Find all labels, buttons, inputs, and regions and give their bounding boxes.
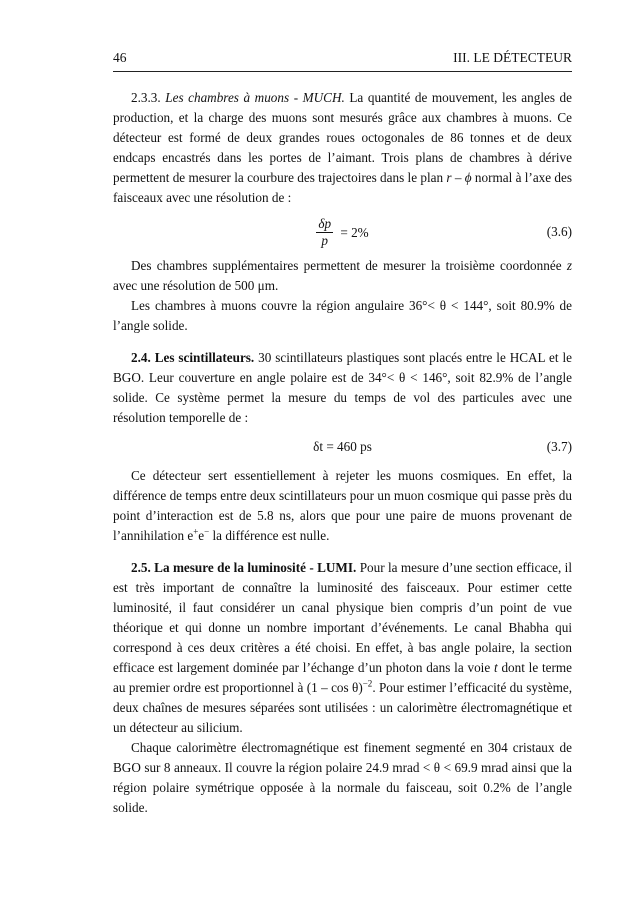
section-number: 2.5. [131, 560, 151, 575]
paragraph: Chaque calorimètre électromagnétique est finement segmenté en 304 cristaux de BGO sur 8 anneaux. Il couvre la région polaire 24.9 mrad < θ < 69.9 mrad ainsi que la région polaire symétrique opposée à la normale du faisceau, soit 0.2% de l’angle solide. [113, 740, 572, 815]
equation-number: (3.7) [546, 439, 572, 454]
subsection-number: 2.3.3. [131, 90, 161, 105]
page-number: 46 [113, 50, 127, 65]
paragraph: Des chambres supplémentaires permettent de mesurer la troisième coordonnée z avec une résolution de 500 μm. [113, 258, 572, 293]
paragraph: Les chambres à muons couvre la région angulaire 36°< θ < 144°, soit 80.9% de l’angle solide. [113, 298, 572, 333]
paragraph: 2.3.3. Les chambres à muons - MUCH. La quantité de mouvement, les angles de production, et la charge des muons sont mesurés grâce aux chambres à muons. Ce détecteur est formé de deux grandes roues octogonales de 86 tonnes et de deux endcaps encastrés dans les portes de l’aimant. Trois plans de chambres à dérive permettent de mesurer la courbure des trajectoires dans le plan r – ϕ normal à l’axe des faisceaux avec une résolution de : [113, 90, 573, 205]
equation-3-6: $\frac{\delta p}{p}$ = 2% (3.6) [318, 216, 572, 248]
section-title: La mesure de la luminosité - LUMI. [154, 560, 357, 575]
body-text [113, 88, 572, 818]
paragraph: 2.4. Les scintillateurs. 30 scintillateurs plastiques sont placés entre le HCAL et le BGO. Leur couverture en angle polaire est de 34°< θ < 146°, soit 82.9% de l’angle solide. Ce système permet la mesure du temps de vol des particules avec une résolution temporelle de : [113, 350, 572, 425]
paragraph: 2.5. La mesure de la luminosité - LUMI. Pour la mesure d’une section efficace, il est très important de connaître la luminosité des faisceaux. Pour estimer cette luminosité, il faut considérer un canal physique bien compris d’un point de vue théorique et qui donne un nombre important d’événements. Le canal Bhabha qui correspond à ces deux critères a été choisi. En effet, à bas angle polaire, la section efficace est largement dominée par l’échange d’un photon dans la voie t dont le terme au premier ordre est proportionnel à (1 – cos θ)$^{-2}$. Pour estimer l’efficacité du système, deux chaînes de mesures séparées sont utilisées : un calorimètre électromagnétique et un détecteur au silicium. [113, 560, 573, 735]
document-page [113, 50, 572, 818]
running-header [113, 50, 572, 72]
section-number: 2.4. [131, 350, 151, 365]
subsection-title: Les chambres à muons - MUCH. [165, 90, 345, 105]
chapter-title: III. LE DÉTECTEUR [453, 50, 572, 65]
equation-number: (3.6) [546, 224, 572, 239]
section-title: Les scintillateurs. [154, 350, 255, 365]
fraction: $\frac{\delta p}{p}$ [318, 216, 332, 248]
paragraph: Ce détecteur sert essentiellement à rejeter les muons cosmiques. En effet, la différence de temps entre deux scintillateurs pour un muon cosmique qui passe près du point d’interaction est de 5.8 ns, alors que pour une paire de muons provenant de l’annihilation e+e− la différence est nulle. [113, 468, 572, 543]
equation-3-7: δt = 460 ps (3.7) [113, 432, 572, 462]
